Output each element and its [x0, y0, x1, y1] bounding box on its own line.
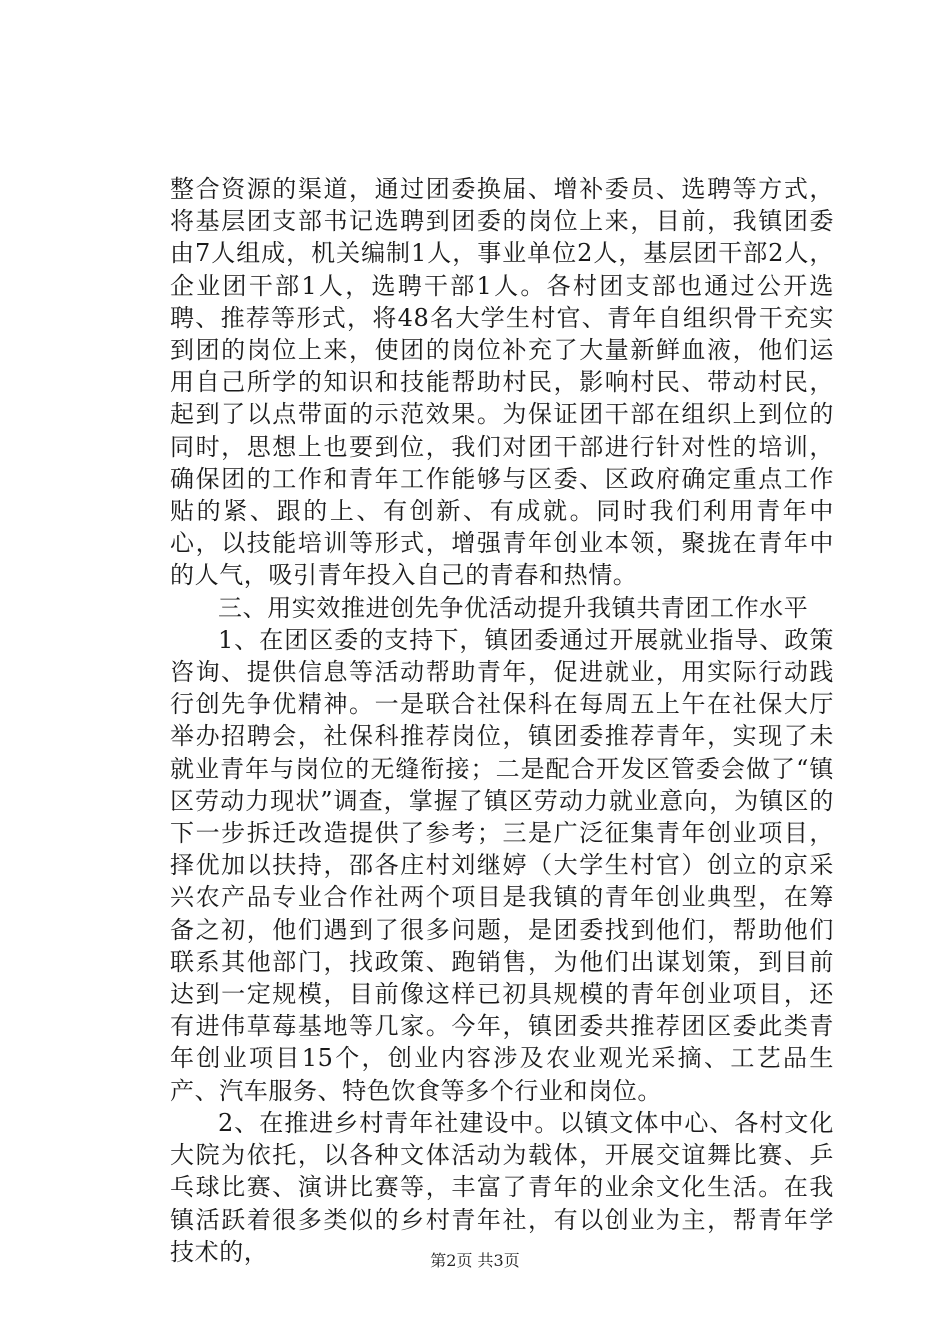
- section-heading: 三、用实效推进创先争优活动提升我镇共青团工作水平: [218, 593, 809, 622]
- page-footer: 第2页 共3页: [430, 1251, 520, 1270]
- body-text: [170, 173, 834, 1268]
- paragraph-3: 1、在团区委的支持下，镇团委通过开展就业指导、政策咨询、提供信息等活动帮助青年，促进就业，用实际行动践行创先争优精神。一是联合社保科在每周五上午在社保大厅举办招聘会，社保科推荐岗位，镇团委推荐青年，实现了未就业青年与岗位的无缝衔接；二是配合开发区管委会做了“镇区劳动力现状”调查，掌握了镇区劳动力就业意向，为镇区的下一步拆迁改造提供了参考；三是广泛征集青年创业项目，择优加以扶持，邵各庄村刘继婷（大学生村官）创立的京采兴农产品专业合作社两个项目是我镇的青年创业典型，在筹备之初，他们遇到了很多问题，是团委找到他们，帮助他们联系其他部门，找政策、跑销售，为他们出谋划策，到目前达到一定规模，目前像这样已初具规模的青年创业项目，还有进伟草莓基地等几家。今年，镇团委共推荐团区委此类青年创业项目15个，创业内容涉及农业观光采摘、工艺品生产、汽车服务、特色饮食等多个行业和岗位。: [170, 625, 834, 1105]
- paragraph-1: 整合资源的渠道，通过团委换届、增补委员、选聘等方式，将基层团支部书记选聘到团委的岗位上来，目前，我镇团委由7人组成，机关编制1人，事业单位2人，基层团干部2人，企业团干部1人，选聘干部1人。各村团支部也通过公开选聘、推荐等形式，将48名大学生村官、青年自组织骨干充实到团的岗位上来，使团的岗位补充了大量新鲜血液，他们运用自己所学的知识和技能帮助村民，影响村民、带动村民，起到了以点带面的示范效果。为保证团干部在组织上到位的同时，思想上也要到位，我们对团干部进行针对性的培训，确保团的工作和青年工作能够与区委、区政府确定重点工作贴的紧、跟的上、有创新、有成就。同时我们利用青年中心，以技能培训等形式，增强青年创业本领，聚拢在青年中的人气，吸引青年投入自己的青春和热情。: [170, 175, 834, 590]
- paragraph-4: 2、在推进乡村青年社建设中。以镇文体中心、各村文化大院为依托，以各种文体活动为载体，开展交谊舞比赛、乒乓球比赛、演讲比赛等，丰富了青年的业余文化生活。在我镇活跃着很多类似的乡村青年社，有以创业为主，帮青年学技术的，: [170, 1108, 834, 1266]
